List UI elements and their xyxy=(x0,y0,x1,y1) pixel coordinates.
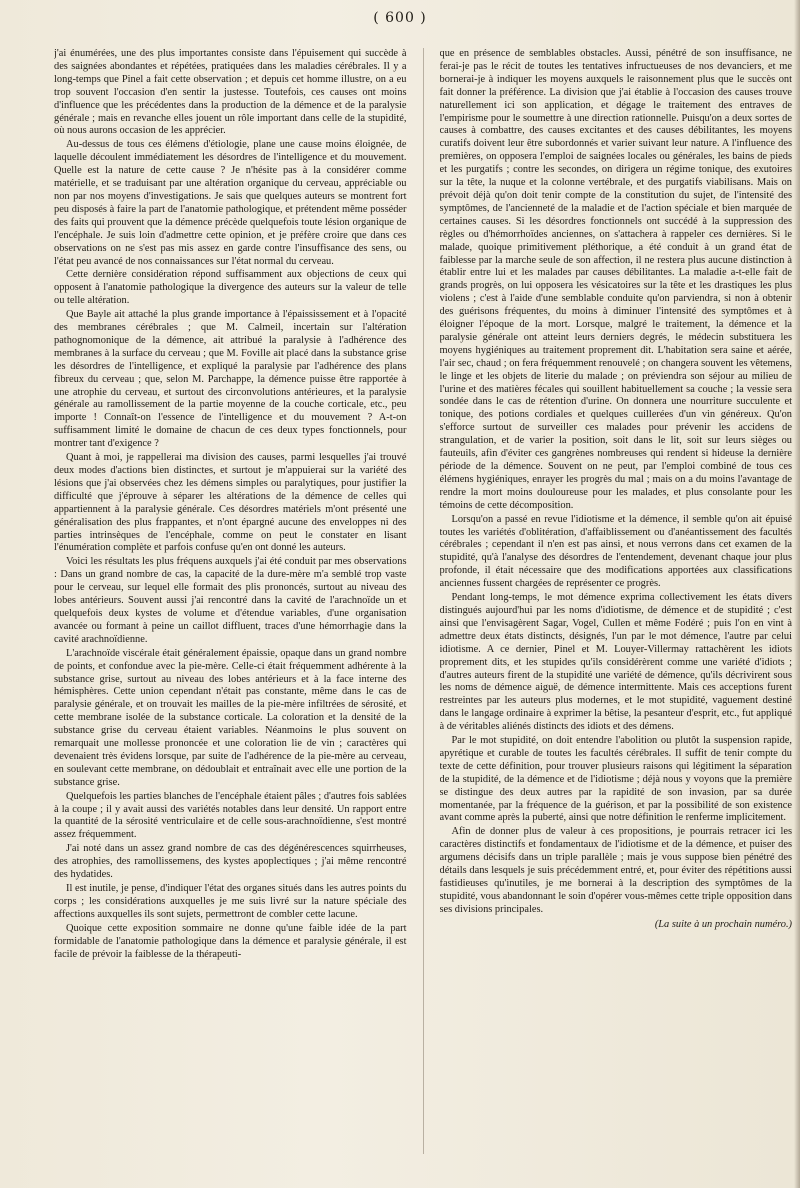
left-column-paragraph: j'ai énumérées, une des plus importantes consiste dans l'épuisement qui succède à des saignées abondantes et répétées, pratiquées dans les maladies cérébrales. Il y a long-temps que Pinel a fait cette observation ; et depuis cet homme illustre, on a eu trop souvent l'occasion d'en sentir la justesse. Toutefois, ces causes ont moins d'influence que les précédentes dans la production de la démence et de la paralysie générale ; mais en revanche elles jouent un rôle important dans celle de la stupidité, où nous aurons occasion de les apprécier. xyxy=(54,48,407,137)
continuation-note: (La suite à un prochain numéro.) xyxy=(654,918,792,930)
left-column-paragraph: J'ai noté dans un assez grand nombre de cas des dégénérescences squirrheuses, des atrophies, des ramollissemens, des kystes apoplectiques ; j'ai même rencontré des hydatides. xyxy=(54,843,407,881)
right-column xyxy=(440,48,793,1154)
binding-shadow xyxy=(794,0,800,1188)
right-column-paragraph: Pendant long-temps, le mot démence exprima collectivement les états divers distingués aujourd'hui par les noms d'idiotisme, de démence et de stupidité ; c'est ainsi que l'envisagèrent Sagar, Vogel, Cullen et même Fodéré ; puis l'on en vint à admettre deux états distincts, désignés, l'un par le mot démence, l'autre par celui idiotisme. A ce dernier, Pinel et M. Louyer-Villermay rattachèrent les idiots proprement dits, et les stupides qu'ils considérèrent comme une variété d'idiots ; d'autres auteurs firent de la stupidité une variété de démence, qu'ils décrivirent sous les noms de démence aiguë, de démence intermittente. Mais ces acceptions furent restreintes par les auteurs plus modernes, et le mot stupidité, vaguement destiné dans le langage ordinaire à exprimer la bêtise, la pesanteur d'esprit, etc., fut appliqué à de véritables aliénés distincts des idiots et des démens. xyxy=(439,592,792,733)
left-column-paragraph: Au-dessus de tous ces élémens d'étiologie, plane une cause moins éloignée, de laquelle découlent immédiatement les désordres de l'intelligence et du mouvement. Quelle est la nature de cette cause ? Je n'hésite pas à la considérer comme matérielle, et se traduisant par une altération organique du cerveau, appréciable ou non par nos moyens d'investigations. Je sais que quelques auteurs se montrent fort peu disposés à faire la part de l'anatomie pathologique, et prétendent même posséder des faits qui prouvent que la démence précède quelquefois toute lésion organique de l'encéphale. Je suis loin d'admettre cette opinion, et je préfère croire que dans ces observations on ne s'est pas mis assez en garde contre l'insuffisance des sens, ou l'état peu avancé de nos connaissances sur l'état normal du cerveau. xyxy=(54,139,407,267)
column-rule xyxy=(423,48,424,1154)
left-column-paragraph: Il est inutile, je pense, d'indiquer l'état des organes situés dans les autres points du corps ; les considérations auxquelles je me suis livré sur la nature spéciale des affections auxquelles ils sont sujets, permettront de combler cette lacune. xyxy=(54,883,407,920)
right-column-paragraph: que en présence de semblables obstacles. Aussi, pénétré de son insuffisance, ne ferai-je pas le récit de toutes les tentatives infructueuses de nos devanciers, et me bornerai-je à indiquer les moyens auxquels le raisonnement plus que le succès ont fait donner la préférence. La division que j'ai établie à l'occasion des causes trouve naturellement ici son application, et dégage le traitement des entraves de l'empirisme pour le soumettre à une direction rationnelle. Puisqu'on a deux sortes de causes à combattre, des causes excitantes et des causes débilitantes, les moyens curatifs doivent leur être subordonnés et varier suivant leur nature. A l'influence des premières, on opposera l'emploi de saignées locales ou générales, les bains de pieds et les purgatifs ; contre les secondes, on dirigera un régime tonique, des exutoires sur la tête, la nuque et la colonne vertébrale, et des purgatifs viabilisans. Mais on prévoit déjà qu'on doit tenir compte de la constitution du sujet, de l'intensité des symptômes, de l'ancienneté de la maladie et de l'action spéciale et bien marquée de certaines causes. Si les désordres fonctionnels ont succédé à la suppression des règles ou d'hémorrhoïdes anciennes, on s'attachera à rappeler ces dernières. Si le malade, quoique primitivement pléthorique, a été conduit à un grand état de faiblesse par la marche seule de son affection, il ne restera plus aucune distinction à établir entre lui et les malades par causes débilitantes. La maladie a-t-elle fait de grands progrès, on lui opposera les vésicatoires sur la tête et les drastiques les plus violens ; c'est à l'aide d'une semblable conduite qu'on parviendra, si non à obtenir des guérisons fréquentes, du moins à diminuer l'intensité des symptômes et à éloigner l'époque de la mort. Lorsque, malgré le traitement, la démence et la paralysie générale ont atteint leurs derniers degrés, le médecin substituera les moyens hygiéniques au traitement proprement dit. L'habitation sera saine et aérée, l'air sec, chaud ; on fera fréquemment renouvelé ; on changera souvent les vêtemens, le linge et les objets de literie du malade ; on préviendra son séjour au milieu de l'urine et des matières fécales qui souillent habituellement sa couche ; la vessie sera sondée dans le cas de rétention d'urine. On donnera une nourriture succulente et tonique, des potions cordiales et quelques cuillerées d'un vin généreux. Qu'on s'efforce surtout de surveiller ces malades pour prévenir les accidens de strangulation, et de varier la position, soit dans le lit, soit sur leurs sièges ou fauteuils, afin d'éviter ces gangrènes nombreuses qui rendent si hideuse la dernière période de la démence. Souvent on ne peut, par l'emploi combiné de tous ces élémens hygiéniques, enrayer les progrès du mal ; mais on a du moins l'avantage de rendre la mort moins douloureuse pour les malades, et plus consolante pour les témoins de cette décomposition. xyxy=(439,48,792,511)
left-column-paragraph: Quoique cette exposition sommaire ne donne qu'une faible idée de la part formidable de l'anatomie pathologique dans la démence et paralysie générale, il est facile de prévoir la faiblesse de la thérapeuti- xyxy=(54,922,407,960)
right-column-paragraph: Afin de donner plus de valeur à ces propositions, je pourrais retracer ici les caractères distinctifs et fondamentaux de l'idiotisme et de la démence, et puiser des argumens décisifs dans un triple parallèle ; mais je vous suppose bien pénétré des détails dans lesquels je suis précédemment entré, et, pour éviter des répétitions aussi fastidieuses qu'inutiles, je me bornerai à la description des symptômes de la stupidité, vous abandonnant le soin d'opérer vous-mêmes cette triple opposition dans ses divisions principales. xyxy=(439,826,792,915)
left-column xyxy=(54,48,407,1154)
right-column-paragraph: Par le mot stupidité, on doit entendre l'abolition ou plutôt la suspension rapide, apyrétique et curable de toutes les facultés cérébrales. Il suffit de tenir compte du texte de cette définition, pour trouver plusieurs raisons qui légitiment la séparation de la stupidité, de la démence et de l'idiotisme ; déjà nous y voyons que la première se distingue des deux autres par la rapidité de son invasion, par sa durée momentanée, par la fréquence de la guérison, et par la possibilité de son existence avant comme après la puberté, ainsi que notre définition le renferme implicitement. xyxy=(439,735,792,824)
left-column-paragraph: Quelquefois les parties blanches de l'encéphale étaient pâles ; d'autres fois sablées à la coupe ; il y avait aussi des variétés notables dans leur densité. Un rapport entre la quantité de la sérosité ventriculaire et de celle sous-arachnoïdienne, s'est montré assez fréquemment. xyxy=(54,790,407,841)
left-column-paragraph: Cette dernière considération répond suffisamment aux objections de ceux qui opposent à l'anatomie pathologique la divergence des auteurs sur la valeur de telle ou telle altération. xyxy=(54,269,407,307)
left-column-paragraph: Voici les résultats les plus fréquens auxquels j'ai été conduit par mes observations : Dans un grand nombre de cas, la capacité de la dure-mère m'a semblé trop vaste pour le cerveau, sur lequel elle formait des plis prononcés, surtout au niveau des lobes antérieurs. Souvent aussi j'ai rencontré dans la cavité de l'arachnoïde un et quelquefois deux kystes de volume et d'étendue variables, d'une organisation avancée ou formant à peine un caillot diffluent, traces d'une hémorrhagie dans la cavité arachnoïdienne. xyxy=(54,556,407,645)
left-column-paragraph: Que Bayle ait attaché la plus grande importance à l'épaississement et à l'opacité des membranes cérébrales ; que M. Calmeil, incertain sur l'altération pathognomonique de la démence, ait attribué la paralysie à l'adhérence des membranes à la surface du cerveau ; que M. Foville ait placé dans la substance grise les désordres de l'intelligence, et expliqué la paralysie par l'adhérence des plans fibreux du cerveau ; que, selon M. Parchappe, la démence puisse être rapportée à une atrophie du cerveau, et surtout des circonvolutions antérieures, et la paralysie générale au ramollissement de la partie moyenne de la couche corticale, etc., peu importe ! Connaît-on l'essence de l'intelligence et du mouvement ? A-t-on suffisamment limité le domaine de chacun de ces deux types fonctionnels, pour montrer tant d'exigence ? xyxy=(54,309,407,450)
text-columns xyxy=(54,48,792,1154)
left-column-paragraph: L'arachnoïde viscérale était généralement épaissie, opaque dans un grand nombre de points, et confondue avec la pie-mère. Celle-ci était fréquemment adhérente à la substance grise, surtout au niveau des lobes antérieurs et à la face interne des hémisphères. Cette union cependant n'était pas constante, même dans le cas de paralysie générale, et on trouvait les mailles de la pie-mère infiltrées de sérosité, et cette membrane isolée de la substance corticale. La coloration et la densité de la substance grise du cerveau étaient variables. Néanmoins le plus souvent on remarquait une mollesse prononcée et une coloration lie de vin ; caractères qui devenaient très évidens lorsque, par suite de l'adhérence de la pie-mère au cerveau, en soulevant cette membrane, on dédoublait et entraînait avec elle une portion de la substance grise. xyxy=(54,647,407,788)
right-column-paragraph: Lorsqu'on a passé en revue l'idiotisme et la démence, il semble qu'on ait épuisé toutes les variétés d'oblitération, d'affaiblissement ou d'anéantissement des facultés cérébrales ; cependant il n'en est pas ainsi, et nous verrons dans cet examen de la stupidité, qu'à l'analyse des désordres de l'entendement, devenant chaque jour plus profonde, il était nécessaire que des modifications apportées aux classifications anciennes fussent chargées de représenter ce progrès. xyxy=(439,513,792,590)
left-column-paragraph: Quant à moi, je rappellerai ma division des causes, parmi lesquelles j'ai trouvé deux modes d'actions bien distinctes, et surtout je m'appuierai sur la variété des lésions que j'ai observées chez les démens simples ou paralytiques, pour justifier la difficulté que j'éprouve à séparer les altérations de la démence de celles qui appartiennent à la paralysie générale. Ces désordres matériels m'ont présenté une généralisation des plus frappantes, et n'ont épargné aucune des enveloppes ni des parties intrinsèques de l'encéphale, comme on peut le constater en lisant l'énumération complète et parfois confuse qu'en ont donné les auteurs. xyxy=(54,452,407,554)
page-number: ( 600 ) xyxy=(373,10,427,26)
